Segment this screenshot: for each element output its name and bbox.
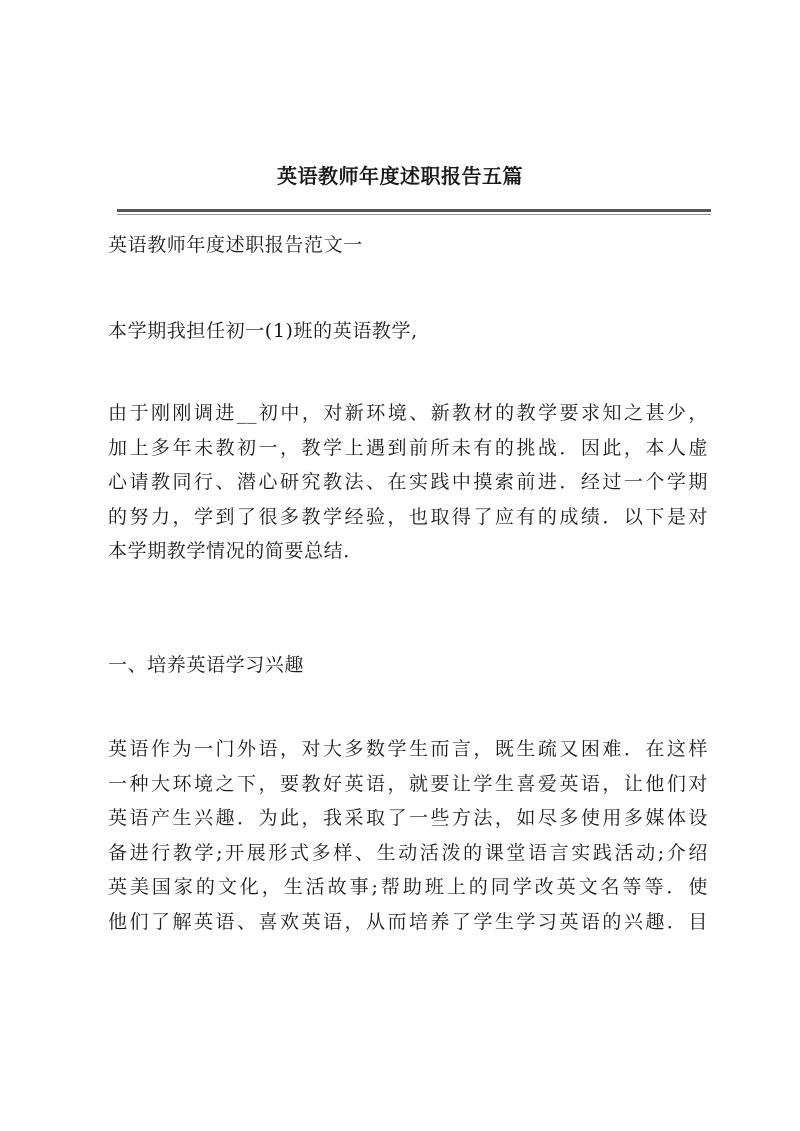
paragraph-1-line: 本学期教学情况的简要总结． <box>108 540 363 562</box>
paragraph-2 <box>108 732 708 939</box>
section-heading: 一、培养英语学习兴趣 <box>108 654 305 676</box>
title-divider <box>117 209 711 212</box>
paragraph-2-line: 他们了解英语、喜欢英语，从而培养了学生学习英语的兴趣．目 <box>108 910 708 933</box>
document-title: 英语教师年度述职报告五篇 <box>277 164 523 188</box>
paragraph-1-line: 由于刚刚调进__初中，对新环境、新教材的教学要求知之甚少， <box>108 402 708 424</box>
paragraph-1-line: 心请教同行、潜心研究教法、在实践中摸索前进．经过一个学期 <box>108 471 708 493</box>
paragraph-2-line: 英语产生兴趣．为此，我采取了一些方法，如尽多使用多媒体设 <box>108 807 708 829</box>
document-subtitle: 英语教师年度述职报告范文一 <box>108 234 363 256</box>
paragraph-1-line: 的努力，学到了很多教学经验，也取得了应有的成绩．以下是对 <box>108 505 708 528</box>
paragraph-2-line: 英语作为一门外语，对大多数学生而言，既生疏又困难．在这样 <box>108 738 708 760</box>
paragraph-1-line: 加上多年未教初一，教学上遇到前所未有的挑战．因此，本人虚 <box>108 436 708 459</box>
paragraph-2-line: 一种大环境之下，要教好英语，就要让学生喜爱英语，让他们对 <box>108 772 708 795</box>
title-divider-thin <box>117 214 711 215</box>
intro-line: 本学期我担任初一(1)班的英语教学, <box>108 320 418 342</box>
paragraph-2-line: 英美国家的文化，生活故事;帮助班上的同学改英文名等等．使 <box>108 876 708 898</box>
paragraph-2-line: 备进行教学;开展形式多样、生动活泼的课堂语言实践活动;介绍 <box>108 841 708 864</box>
paragraph-1 <box>108 396 708 569</box>
